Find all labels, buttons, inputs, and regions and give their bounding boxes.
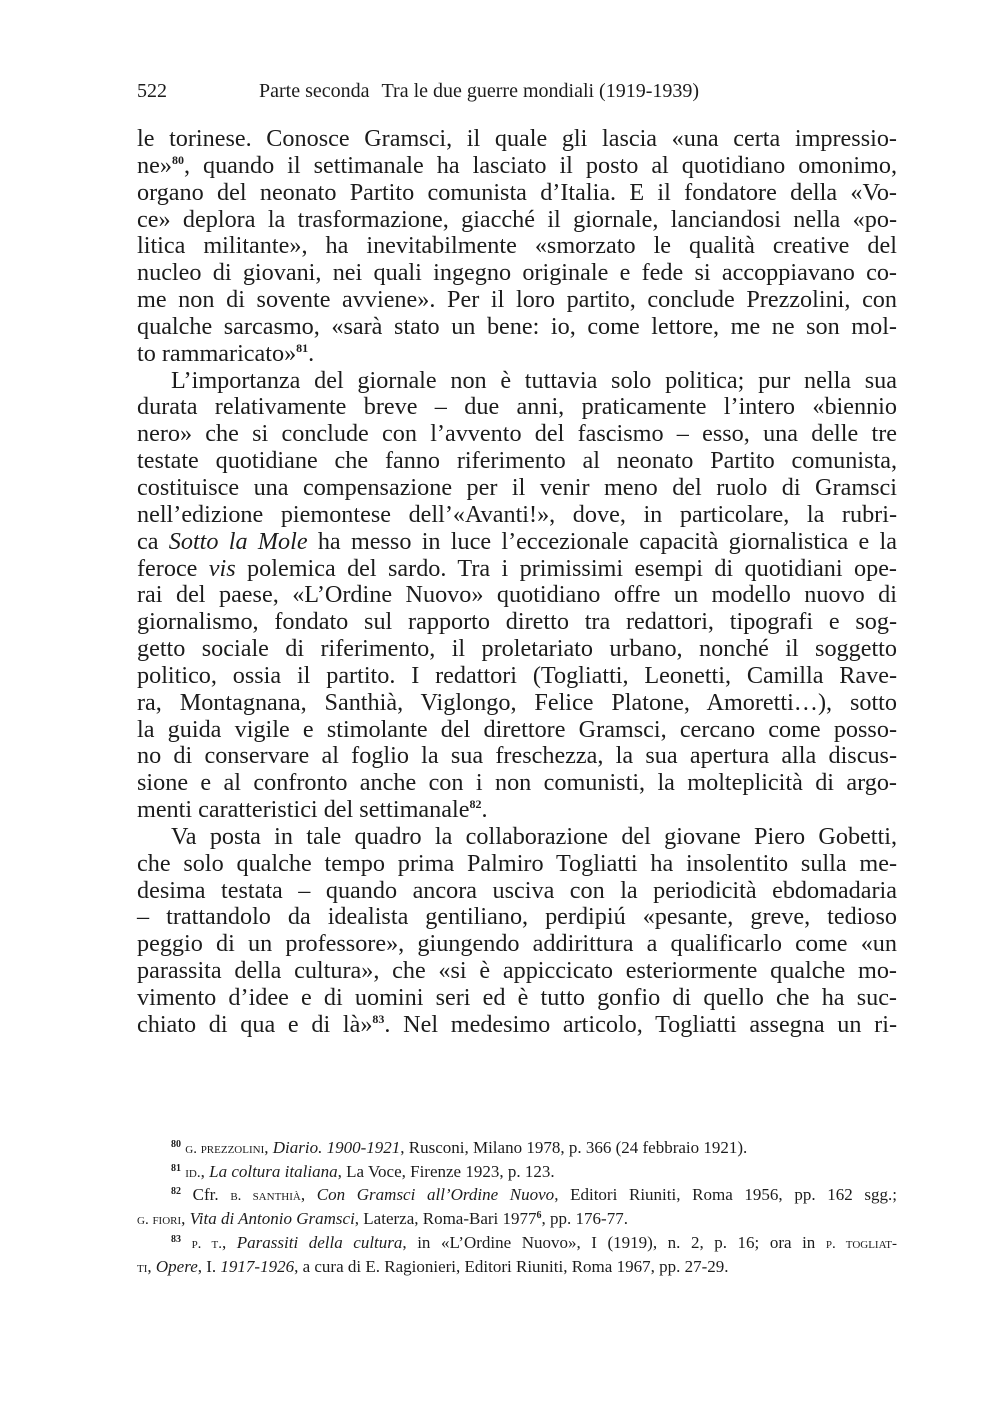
text-line: nero» che si conclude con l’avvento del fascismo – esso, una delle tre [137,420,897,448]
paragraph-2-end [137,797,897,824]
text-line: no di conservare al foglio la sua freschezza, la sua apertura alla discus- [137,742,897,770]
paragraph-1 [137,126,897,341]
footnote-number: 83 [171,1233,181,1245]
text-line: durata relativamente breve – due anni, praticamente l’intero «biennio [137,393,897,421]
text-line: nell’edizione piemontese dell’«Avanti!», dove, in particolare, la rubri- [137,500,897,528]
text-line: peggio di un professore», giungendo addirittura a qualificarlo come «un [137,930,897,958]
footnote-81 [137,1161,897,1185]
footnote-text: , [200,1161,210,1181]
text-line: polemica del sardo. Tra i primissimi esempi di quotidiani ope- [235,554,897,582]
footnote-text: , Rusconi, Milano 1978, p. 366 (24 febbraio 1921). [400,1138,748,1157]
footnote-author: p. t. [191,1235,222,1252]
footnote-text: , [181,1209,190,1229]
column-title-italic: Sotto la Mole [168,527,308,555]
text-line: – trattandolo da idealista gentiliano, perdipiú «pesante, greve, tedioso [137,903,897,931]
footnote-ref-82[interactable]: 82 [469,797,482,812]
footnote-83-cont [137,1256,897,1280]
text-line: parassita della cultura», che «si è appiccicato esteriormente qualche mo- [137,957,897,985]
footnote-author: b. santhià [230,1188,301,1205]
text-line: ne» [137,151,172,179]
text-line: la guida vigile e stimolante del direttore Gramsci, cercano come posso- [137,715,897,743]
text-line: le torinese. Conosce Gramsci, il quale gli lascia «una certa impressio- [137,125,897,152]
edition-number: 6 [536,1210,542,1222]
footnote-number: 82 [171,1186,181,1198]
footnote-text: Cfr. [192,1185,231,1205]
footnote-text: , in «L’Ordine Nuovo», I (1919), n. 2, p. 16; ora in [402,1232,826,1252]
footnote-82-cont [137,1208,897,1232]
text-line: che solo qualche tempo prima Palmiro Togliatti ha insolentito sulla me- [137,849,897,877]
text-line: chiato di qua e di là» [137,1010,373,1038]
text-line: rai del paese, «L’Ordine Nuovo» quotidiano offre un modello nuovo di [137,581,897,609]
text-line: nucleo di giovani, nei quali ingegno originale e fede si accoppiavano co- [137,259,897,287]
text-line: ra, Montagnana, Santhià, Viglongo, Felice Platone, Amoretti…), sotto [137,688,897,716]
main-text [137,126,897,1039]
footnote-text: , [221,1232,237,1252]
text-line: Va posta in tale quadro la collaborazione del giovane Piero Gobetti, [171,822,897,850]
footnote-text: , Laterza, Roma-Bari 1977 [354,1209,537,1229]
footnote-text: , [300,1185,317,1205]
footnote-text: , I. [197,1256,221,1276]
text-line: litica militante», ha inevitabilmente «smorzato le qualità creative del [137,232,897,260]
footnote-number: 81 [171,1162,181,1174]
footnote-text: , La Voce, Firenze 1923, p. 123. [337,1161,555,1181]
paragraph-3 [137,824,897,1039]
text-line: testate quotidiane che fanno riferimento al neonato Partito comunista, [137,447,897,475]
footnote-author: ti [137,1259,148,1276]
text-line: costituisce una compensazione per il venir meno del ruolo di Gramsci [137,473,897,501]
footnote-title: Parassiti della cultura [236,1232,403,1252]
text-line: to rammaricato» [137,339,297,367]
chapter-title: Tra le due guerre mondiali (1919-1939) [381,80,700,102]
footnote-author: id. [185,1164,201,1181]
footnote-text: , Editori Riuniti, Roma 1956, pp. 162 sgg.; [554,1185,897,1205]
footnote-80 [137,1137,897,1161]
text-line: getto sociale di riferimento, il proletariato urbano, nonché il soggetto [137,635,897,663]
footnote-82 [137,1184,897,1208]
page-number: 522 [137,80,167,102]
footnote-author: g. fiori [137,1212,182,1229]
text-line: , quando il settimanale ha lasciato il posto al quotidiano omonimo, [183,151,897,179]
paragraph-2 [137,368,897,798]
footnote-text: , [264,1138,273,1157]
running-header [137,80,897,106]
footnote-title: Opere [155,1256,198,1276]
footnote-ref-80[interactable]: 80 [171,152,184,167]
footnote-author: g. prezzolini [185,1141,265,1157]
text-line: ca [137,527,169,555]
text-line: . [308,339,315,367]
footnote-years: 1917-1926 [220,1256,295,1276]
footnote-number: 80 [171,1139,181,1150]
text-line: politico, ossia il partito. I redattori (Togliatti, Leonetti, Camilla Rave- [137,661,897,689]
part-title: Parte seconda [259,80,370,102]
footnote-title: Diario. 1900-1921 [272,1138,401,1157]
paragraph-1-end [137,341,897,368]
footnote-title: Vita di Antonio Gramsci [189,1209,355,1229]
text-line: organo del neonato Partito comunista d’Italia. E il fondatore della «Vo- [137,178,897,206]
text-line: feroce [137,554,209,582]
text-line: ce» deplora la trasformazione, giacché il giornale, lanciandosi nella «po- [137,205,897,233]
text-line: giornalismo, fondato sul rapporto diretto tra redattori, tipografi e sog- [137,608,897,636]
running-head [259,80,699,103]
text-line: . Nel medesimo articolo, Togliatti assegna un ri- [384,1010,898,1038]
footnote-ref-81[interactable]: 81 [296,340,309,355]
text-line: me non di sovente avviene». Per il loro partito, conclude Prezzolini, con [137,286,897,314]
footnote-ref-83[interactable]: 83 [372,1011,385,1026]
text-line: ha messo in luce l’eccezionale capacità giornalistica e la [307,527,897,555]
text-line: vimento d’idee e di uomini seri ed è tutto gonfio di quello che ha suc- [137,984,897,1011]
text-line: L’importanza del giornale non è tuttavia solo politica; pur nella sua [171,366,897,394]
text-line: menti caratteristici del settimanale [137,796,470,824]
footnote-title: Con Gramsci all’Ordine Nuovo [316,1185,555,1205]
footnote-83 [137,1232,897,1256]
text-line: desima testata – quando ancora usciva con la periodicità ebdomadaria [137,876,897,904]
footnote-text: , pp. 176-77. [541,1209,628,1229]
text-line: . [481,796,488,824]
footnote-text: , a cura di E. Ragionieri, Editori Riuniti, Roma 1967, pp. 27-29. [294,1256,729,1276]
footnote-title: La coltura italiana [209,1161,338,1181]
text-line: sione e al confronto anche con i non comunisti, la molteplicità di argo- [137,769,897,797]
footnotes [137,1137,897,1279]
footnote-text: , [147,1256,156,1276]
text-line: qualche sarcasmo, «sarà stato un bene: io, come lettore, me ne son mol- [137,312,897,340]
footnote-author: p. togliat- [825,1235,898,1252]
latin-italic: vis [208,554,236,582]
